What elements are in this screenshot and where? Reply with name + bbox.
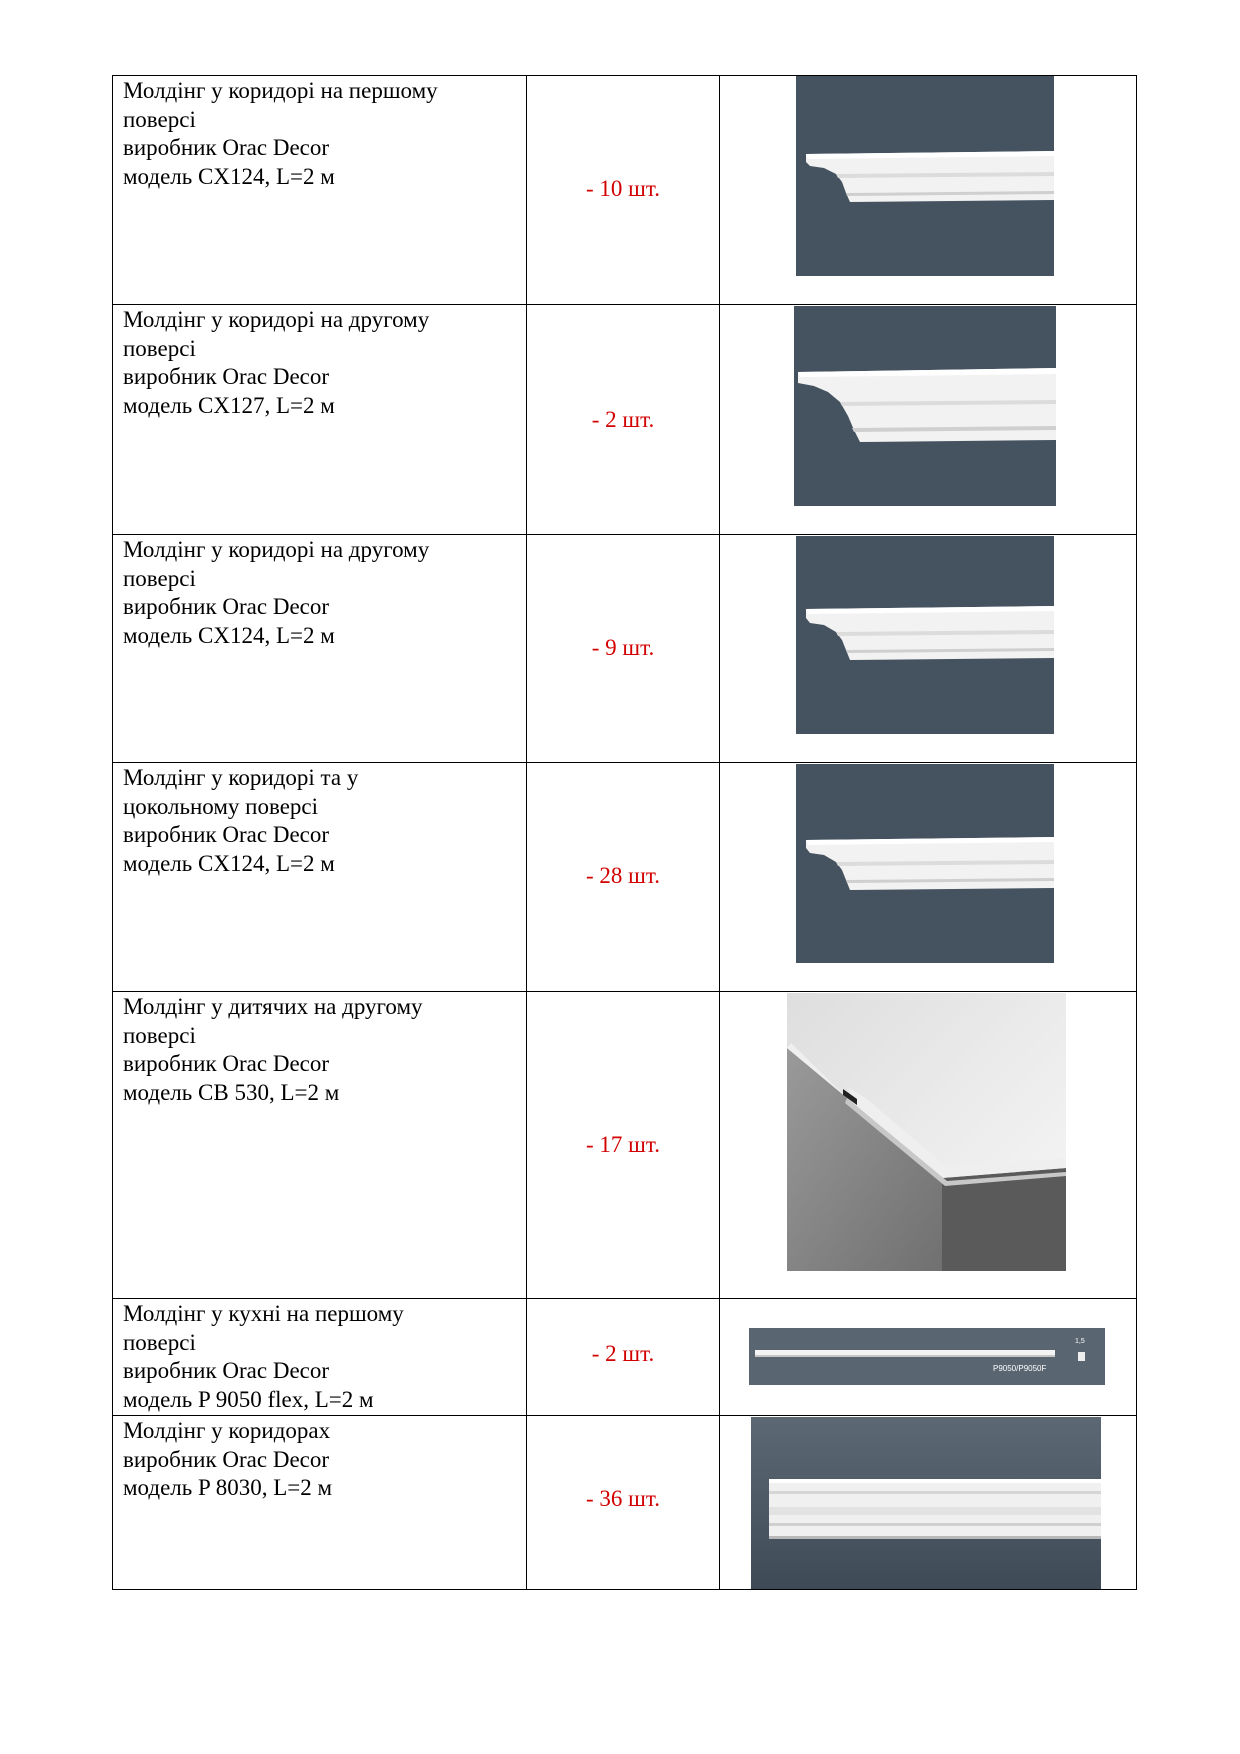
description-line: поверсі	[123, 106, 196, 132]
table-row	[113, 763, 1137, 992]
quantity-cell	[527, 305, 720, 535]
description-line: виробник Orac Decor	[123, 594, 330, 620]
dimension-label: 1,5	[1075, 1338, 1085, 1345]
ceiling-corner-photo	[787, 993, 1066, 1271]
cornice-profile-image	[796, 764, 1054, 963]
table-row	[113, 76, 1137, 305]
quantity-text: - 28 шт.	[586, 863, 660, 888]
description-line: Молдінг у коридорі на першому	[123, 78, 438, 103]
table-row	[113, 1416, 1137, 1590]
description-cell	[113, 535, 527, 763]
description-cell	[113, 76, 527, 305]
description-line: модель P 8030, L=2 м	[123, 1475, 333, 1501]
description-line: модель CX127, L=2 м	[123, 392, 335, 418]
quantity-cell	[527, 76, 720, 305]
description-line: Молдінг у коридорі на другому	[123, 307, 430, 332]
description-line: Молдінг у коридорах	[123, 1418, 331, 1443]
image-cell	[720, 305, 1137, 535]
thin-molding-strip-image	[749, 1328, 1105, 1385]
quantity-cell	[527, 1299, 720, 1416]
description-line: виробник Orac Decor	[123, 1446, 330, 1472]
description-cell	[113, 1299, 527, 1416]
image-cell	[720, 992, 1137, 1299]
description-line: модель CB 530, L=2 м	[123, 1079, 340, 1105]
quantity-cell	[527, 1416, 720, 1590]
description-line: модель CX124, L=2 м	[123, 850, 335, 876]
image-cell	[720, 1416, 1137, 1590]
description-line: Молдінг у кухні на першому	[123, 1301, 404, 1326]
table-row	[113, 992, 1137, 1299]
table-row	[113, 305, 1137, 535]
quantity-text: - 10 шт.	[586, 176, 660, 201]
description-cell	[113, 992, 527, 1299]
description-line: поверсі	[123, 1022, 196, 1048]
description-line: модель CX124, L=2 м	[123, 622, 335, 648]
description-line: поверсі	[123, 1329, 196, 1355]
description-line: виробник Orac Decor	[123, 1358, 330, 1384]
image-cell	[720, 535, 1137, 763]
quantity-text: - 17 шт.	[586, 1132, 660, 1157]
description-line: Молдінг у дитячих на другому	[123, 994, 423, 1019]
description-cell	[113, 1416, 527, 1590]
table-row	[113, 1299, 1137, 1416]
description-line: Молдінг у коридорі та у	[123, 765, 359, 790]
description-line: виробник Orac Decor	[123, 1051, 330, 1077]
wall-molding-image	[751, 1417, 1101, 1589]
description-line: виробник Orac Decor	[123, 135, 330, 161]
quantity-cell	[527, 535, 720, 763]
description-line: модель CX124, L=2 м	[123, 163, 335, 189]
quantity-cell	[527, 992, 720, 1299]
description-cell	[113, 763, 527, 992]
quantity-cell	[527, 763, 720, 992]
description-line: Молдінг у коридорі на другому	[123, 537, 430, 562]
quantity-text: - 2 шт.	[591, 407, 655, 432]
description-line: модель P 9050 flex, L=2 м	[123, 1386, 374, 1412]
image-cell	[720, 76, 1137, 305]
product-table	[112, 75, 1137, 1590]
quantity-text: - 9 шт.	[591, 635, 655, 660]
image-cell	[720, 763, 1137, 992]
cornice-profile-image	[796, 76, 1054, 276]
cornice-profile-image	[796, 536, 1054, 734]
description-line: цокольному поверсі	[123, 793, 318, 819]
description-line: поверсі	[123, 335, 196, 361]
quantity-text: - 36 шт.	[586, 1486, 660, 1511]
description-line: виробник Orac Decor	[123, 822, 330, 848]
description-cell	[113, 305, 527, 535]
table-row	[113, 535, 1137, 763]
quantity-text: - 2 шт.	[591, 1341, 655, 1366]
description-line: виробник Orac Decor	[123, 364, 330, 390]
product-code-label: P9050/P9050F	[993, 1364, 1047, 1373]
description-line: поверсі	[123, 565, 196, 591]
cornice-profile-image	[794, 306, 1056, 506]
image-cell	[720, 1299, 1137, 1416]
